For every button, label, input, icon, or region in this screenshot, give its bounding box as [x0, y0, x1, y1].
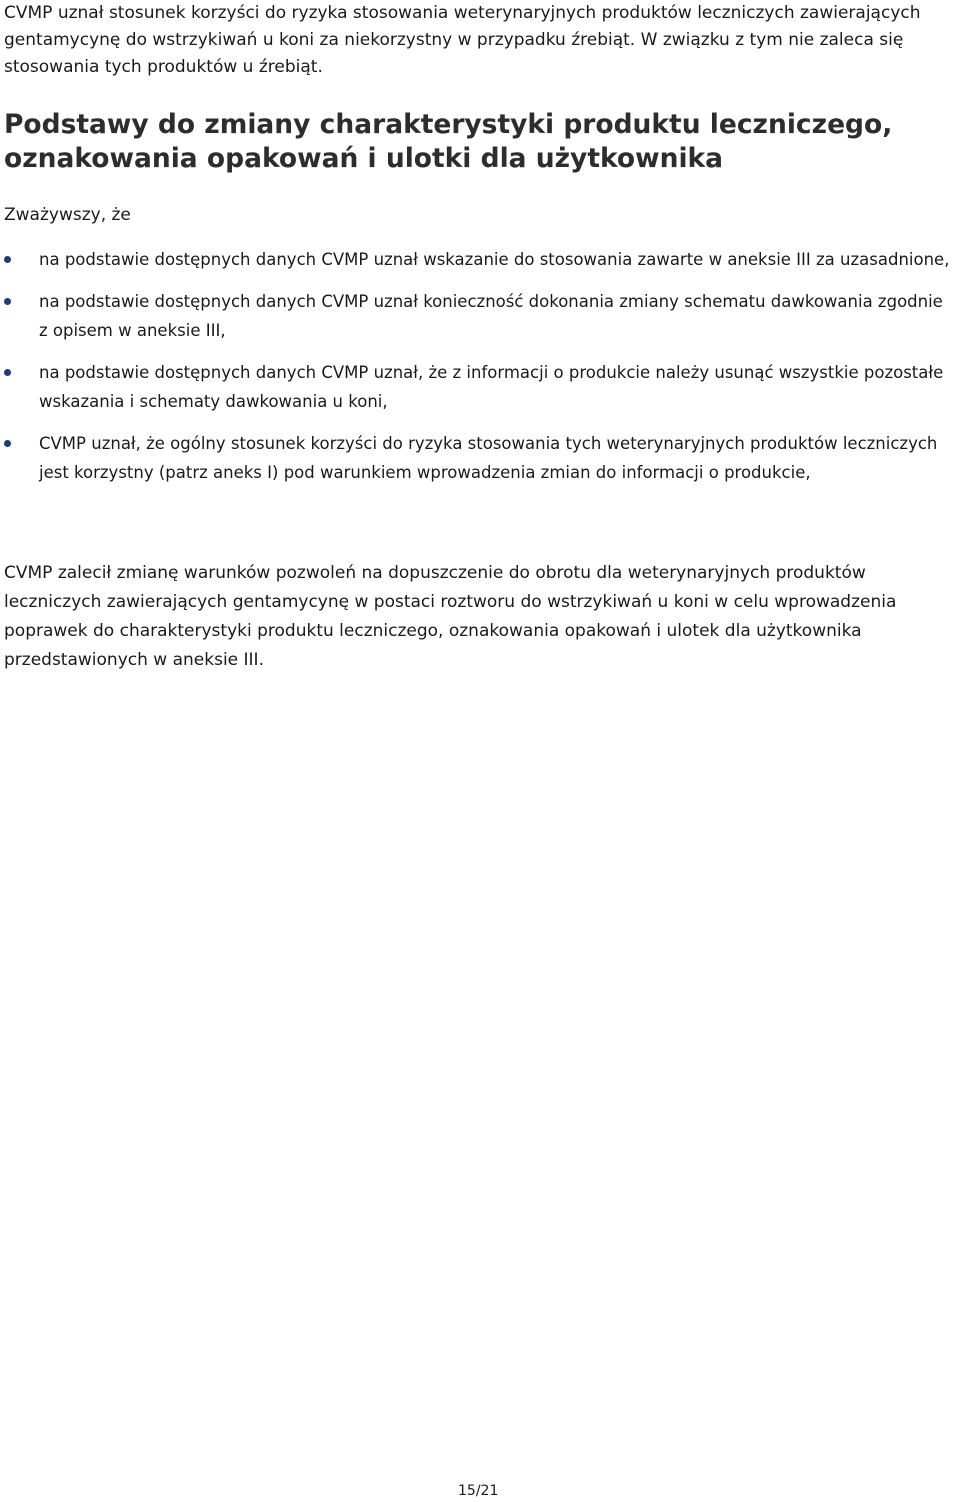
section-heading: [4, 108, 956, 176]
grounds-list: [4, 245, 956, 500]
list-item: [4, 429, 956, 487]
list-item-text: na podstawie dostępnych danych CVMP uznał, że z informacji o produkcie należy usunąć wszystkie pozostałe wskazania i schematy dawkowania u koni,: [39, 363, 944, 411]
list-item-text: CVMP uznał, że ogólny stosunek korzyści do ryzyka stosowania tych weterynaryjnych produktów leczniczych jest korzystny (patrz aneks I) pod warunkiem wprowadzenia zmian do informacji o produkcie,: [39, 434, 938, 482]
lead-text: Zważywszy, że: [4, 205, 131, 225]
bullet-icon: [4, 369, 11, 376]
section-heading-line-2: oznakowania opakowań i ulotki dla użytkownika: [4, 143, 724, 174]
bullet-icon: [4, 440, 11, 447]
page-number: 15/21: [458, 1483, 499, 1499]
conclusion-paragraph: CVMP zalecił zmianę warunków pozwoleń na dopuszczenie do obrotu dla weterynaryjnych produktów leczniczych zawierających gentamycynę w postaci roztworu do wstrzykiwań u koni w celu wprowadzenia poprawek do charakterystyki produktu leczniczego, oznakowania opakowań i ulotek dla użytkownika przedstawionych w aneksie III.: [4, 563, 897, 670]
intro-paragraph: CVMP uznał stosunek korzyści do ryzyka stosowania weterynaryjnych produktów leczniczych zawierających gentamycynę do wstrzykiwań u koni za niekorzystny w przypadku źrebiąt. W związku z tym nie zaleca się stosowania tych produktów u źrebiąt.: [4, 3, 921, 77]
bullet-icon: [4, 256, 11, 263]
list-item: [4, 287, 956, 345]
list-item-text: na podstawie dostępnych danych CVMP uznał konieczność dokonania zmiany schematu dawkowania zgodnie z opisem w aneksie III,: [39, 292, 943, 340]
list-item: [4, 245, 956, 274]
bullet-icon: [4, 298, 11, 305]
section-heading-line-1: Podstawy do zmiany charakterystyki produktu leczniczego,: [4, 109, 893, 140]
document-page: [4, 0, 956, 1502]
list-item: [4, 358, 956, 416]
list-item-text: na podstawie dostępnych danych CVMP uznał wskazanie do stosowania zawarte w aneksie III za uzasadnione,: [39, 250, 950, 269]
